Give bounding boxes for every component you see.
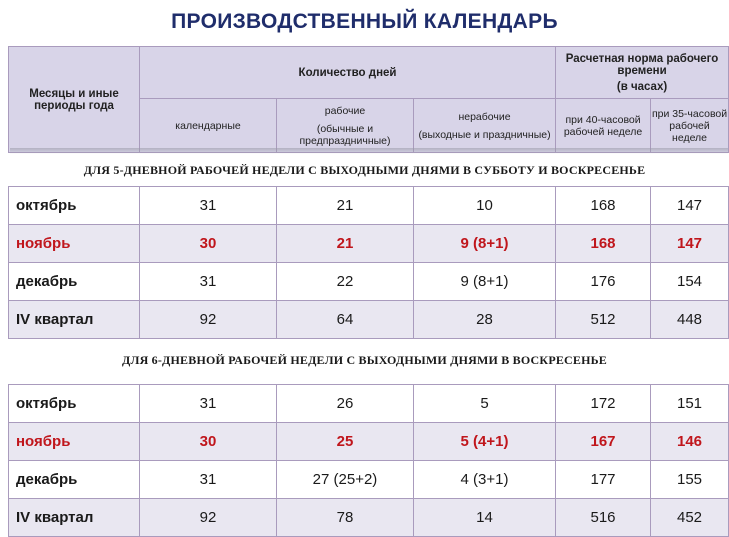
- calendar-cell: 30: [140, 423, 277, 461]
- nonworking-note: (выходные и праздничные): [418, 128, 551, 141]
- calendar-cell: 92: [140, 301, 277, 339]
- month-cell: ноябрь: [9, 423, 140, 461]
- hours-40-cell: 177: [556, 461, 651, 499]
- hours-40-cell: 176: [556, 263, 651, 301]
- page-title: ПРОИЗВОДСТВЕННЫЙ КАЛЕНДАРЬ: [171, 10, 558, 33]
- nonworking-cell: 28: [414, 301, 556, 339]
- table-row: [9, 301, 729, 339]
- table-5day: [8, 186, 729, 339]
- nonworking-cell: 14: [414, 499, 556, 537]
- month-cell: IV квартал: [9, 499, 140, 537]
- table-row: [9, 385, 729, 423]
- nonworking-cell: 9 (8+1): [414, 225, 556, 263]
- nonworking-cell: 5 (4+1): [414, 423, 556, 461]
- table-6day: [8, 384, 729, 537]
- working-cell: 25: [277, 423, 414, 461]
- hours-40-header: при 40-часовой рабочей неделе: [556, 99, 651, 153]
- header-table: [8, 46, 729, 153]
- nonworking-label: нерабочие: [458, 110, 511, 123]
- hours-40-cell: 172: [556, 385, 651, 423]
- table-row: [9, 499, 729, 537]
- nonworking-cell: 10: [414, 187, 556, 225]
- hours-35-cell: 147: [651, 225, 729, 263]
- table-row: [9, 187, 729, 225]
- calendar-days-header: календарные: [140, 99, 277, 153]
- hours-norm-label: Расчетная норма рабочего времени: [565, 52, 719, 77]
- nonworking-cell: 9 (8+1): [414, 263, 556, 301]
- working-cell: 26: [277, 385, 414, 423]
- table-row: [9, 225, 729, 263]
- working-cell: 22: [277, 263, 414, 301]
- table-row: [9, 263, 729, 301]
- hours-40-cell: 167: [556, 423, 651, 461]
- month-cell: октябрь: [9, 187, 140, 225]
- working-note: (обычные и предпраздничные): [299, 122, 391, 147]
- hours-35-cell: 151: [651, 385, 729, 423]
- days-count-header: Количество дней: [140, 47, 556, 99]
- hours-40-cell: 168: [556, 225, 651, 263]
- calendar-cell: 31: [140, 263, 277, 301]
- working-cell: 64: [277, 301, 414, 339]
- working-days-header: [277, 99, 414, 153]
- month-cell: декабрь: [9, 461, 140, 499]
- section-title-5day: ДЛЯ 5-ДНЕВНОЙ РАБОЧЕЙ НЕДЕЛИ С ВЫХОДНЫМИ ДНЯМИ В СУББОТУ И ВОСКРЕСЕНЬЕ: [83, 163, 646, 177]
- calendar-cell: 31: [140, 461, 277, 499]
- hours-norm-header: [556, 47, 729, 99]
- month-cell: ноябрь: [9, 225, 140, 263]
- working-cell: 21: [277, 225, 414, 263]
- hours-35-cell: 448: [651, 301, 729, 339]
- working-cell: 27 (25+2): [277, 461, 414, 499]
- section-title-6day: ДЛЯ 6-ДНЕВНОЙ РАБОЧЕЙ НЕДЕЛИ С ВЫХОДНЫМИ ДНЯМИ В ВОСКРЕСЕНЬЕ: [122, 353, 607, 367]
- hours-unit-label: (в часах): [616, 80, 668, 93]
- hours-40-cell: 512: [556, 301, 651, 339]
- hours-40-cell: 168: [556, 187, 651, 225]
- header-shadow: [10, 148, 728, 154]
- month-cell: IV квартал: [9, 301, 140, 339]
- month-cell: октябрь: [9, 385, 140, 423]
- hours-35-cell: 146: [651, 423, 729, 461]
- hours-40-cell: 516: [556, 499, 651, 537]
- hours-35-cell: 452: [651, 499, 729, 537]
- hours-35-cell: 155: [651, 461, 729, 499]
- calendar-cell: 31: [140, 385, 277, 423]
- nonworking-days-header: [414, 99, 556, 153]
- nonworking-cell: 4 (3+1): [414, 461, 556, 499]
- nonworking-cell: 5: [414, 385, 556, 423]
- month-cell: декабрь: [9, 263, 140, 301]
- hours-35-header: при 35-часовой рабочей неделе: [651, 99, 729, 153]
- months-header: Месяцы и иные периоды года: [9, 47, 140, 153]
- calendar-cell: 30: [140, 225, 277, 263]
- working-cell: 78: [277, 499, 414, 537]
- working-cell: 21: [277, 187, 414, 225]
- table-row: [9, 461, 729, 499]
- hours-35-cell: 147: [651, 187, 729, 225]
- calendar-cell: 92: [140, 499, 277, 537]
- hours-35-cell: 154: [651, 263, 729, 301]
- working-label: рабочие: [324, 104, 366, 117]
- calendar-cell: 31: [140, 187, 277, 225]
- table-row: [9, 423, 729, 461]
